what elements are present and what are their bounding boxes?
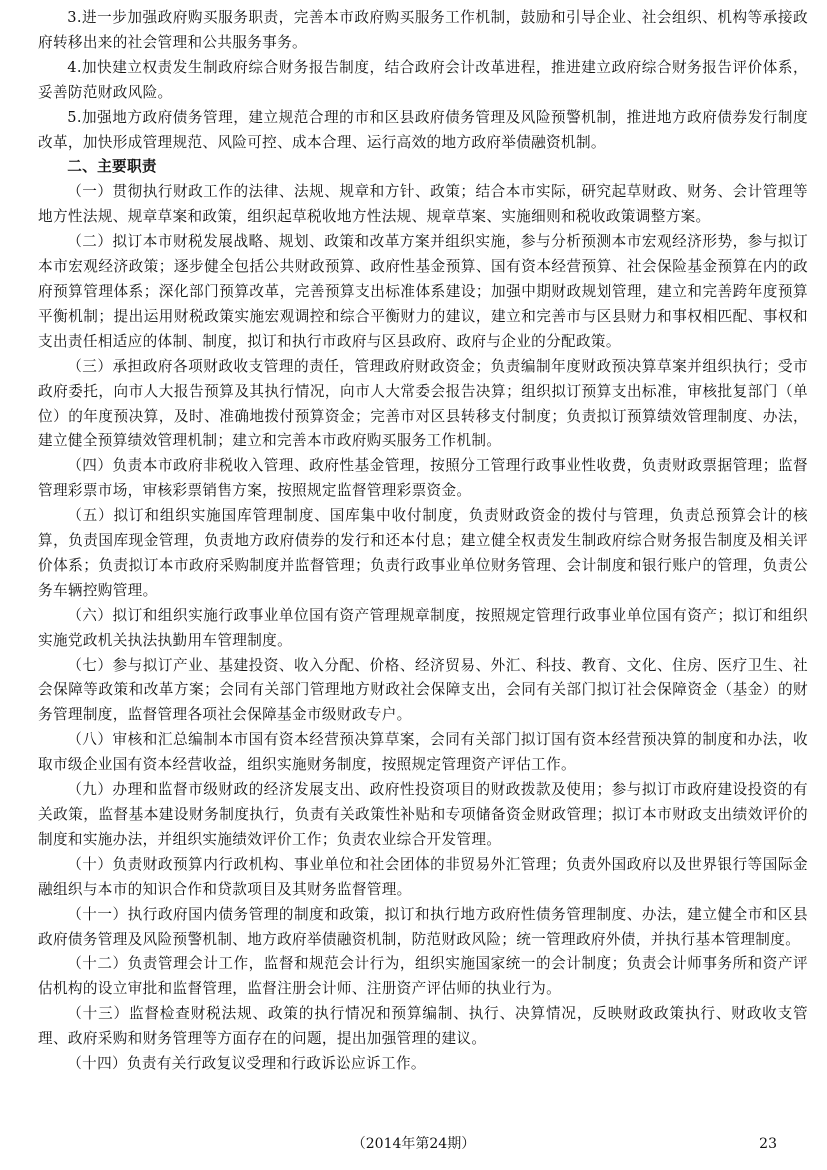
paragraph: （六）拟订和组织实施行政事业单位国有资产管理规章制度，按照规定管理行政事业单位国有资产；拟订和组织实施党政机关执法执勤用车管理制度。 [38,606,808,649]
paragraph: （十四）负责有关行政复议受理和行政诉讼应诉工作。 [67,1055,426,1073]
paragraph: 4.加快建立权责发生制政府综合财务报告制度，结合政府会计改革进程，推进建立政府综合财务报告评价体系，妥善防范财政风险。 [38,58,808,101]
paragraph: （十一）执行政府国内债务管理的制度和政策，拟订和执行地方政府性债务管理制度、办法，建立健全市和区县政府债务管理及风险预警机制、地方政府举债融资机制，防范财政风险；统一管理政府外债，并执行基本管理制度。 [38,905,808,948]
paragraph: （八）审核和汇总编制本市国有资本经营预决算草案，会同有关部门拟订国有资本经营预决算的制度和办法，收取市级企业国有资本经营收益，组织实施财务制度，按照规定管理资产评估工作。 [38,731,808,774]
paragraph: （一）贯彻执行财政工作的法律、法规、规章和方针、政策；结合本市实际，研究起草财政、财务、会计管理等地方性法规、规章草案和政策，组织起草税收地方性法规、规章草案、实施细则和税收政策调整方案。 [38,183,808,226]
paragraph: （十三）监督检查财税法规、政策的执行情况和预算编制、执行、决算情况，反映财政政策执行、财政收支管理、政府采购和财务管理等方面存在的问题，提出加强管理的建议。 [38,1005,808,1048]
paragraph: 5.加强地方政府债务管理，建立规范合理的市和区县政府债务管理及风险预警机制，推进地方政府债券发行制度改革，加快形成管理规范、风险可控、成本合理、运行高效的地方政府举债融资机制。 [38,108,808,151]
paragraph: （二）拟订本市财税发展战略、规划、政策和改革方案并组织实施，参与分析预测本市宏观经济形势，参与拟订本市宏观经济政策；逐步健全包括公共财政预算、政府性基金预算、国有资本经营预算、社会保险基金预算在内的政府预算管理体系；深化部门预算改革，完善预算支出标准体系建设；加强中期财政规划管理，建立和完善跨年度预算平衡机制；提出运用财税政策实施宏观调控和综合平衡财力的建议，建立和完善市与区县财力和事权相匹配、事权和支出责任相适应的体制、制度，拟订和执行市政府与区县政府、政府与企业的分配政策。 [38,233,808,350]
paragraph: （七）参与拟订产业、基建投资、收入分配、价格、经济贸易、外汇、科技、教育、文化、住房、医疗卫生、社会保障等政策和改革方案；会同有关部门管理地方财政社会保障支出，会同有关部门拟订社会保障资金（基金）的财务管理制度，监督管理各项社会保障基金市级财政专户。 [38,656,808,724]
paragraph: 3.进一步加强政府购买服务职责，完善本市政府购买服务工作机制，鼓励和引导企业、社会组织、机构等承接政府转移出来的社会管理和公共服务事务。 [38,9,808,51]
section-heading: 二、主要职责 [67,158,157,176]
paragraph: （五）拟订和组织实施国库管理制度、国库集中收付制度，负责财政资金的拨付与管理，负责总预算会计的核算，负责国库现金管理，负责地方政府债券的发行和还本付息；建立健全权责发生制政府综合财务报告制度及相关评价体系；负责拟订本市政府采购制度并监督管理；负责行政事业单位财务管理、会计制度和银行账户的管理，负责公务车辆控购管理。 [38,507,808,599]
paragraph: （九）办理和监督市级财政的经济发展支出、政府性投资项目的财政拨款及使用；参与拟订市政府建设投资的有关政策，监督基本建设财务制度执行，负责有关政策性补贴和专项储备资金财政管理；拟订本市财政支出绩效评价的制度和实施办法，并组织实施绩效评价工作；负责农业综合开发管理。 [38,781,808,848]
paragraph: （四）负责本市政府非税收入管理、政府性基金管理，按照分工管理行政事业性收费，负责财政票据管理；监督管理彩票市场，审核彩票销售方案，按照规定监督管理彩票资金。 [38,457,808,500]
paragraph: （十）负责财政预算内行政机构、事业单位和社会团体的非贸易外汇管理；负责外国政府以及世界银行等国际金融组织与本市的知识合作和贷款项目及其财务监督管理。 [38,855,808,898]
paragraph: （十二）负责管理会计工作，监督和规范会计行为，组织实施国家统一的会计制度；负责会计师事务所和资产评估机构的设立审批和监督管理，监督注册会计师、注册资产评估师的执业行为。 [38,955,808,998]
issue-label: （2014年第24期） [351,1136,476,1152]
paragraph: （三）承担政府各项财政收支管理的责任，管理政府财政资金；负责编制年度财政预决算草案并组织执行；受市政府委托，向市人大报告预算及其执行情况，向市人大常委会报告决算；组织拟订预算支出标准，审核批复部门（单位）的年度预决算，及时、准确地拨付预算资金；完善市对区县转移支付制度；负责拟订预算绩效管理制度、办法，建立健全预算绩效管理机制；建立和完善本市政府购买服务工作机制。 [38,357,808,450]
page-number: 23 [759,1136,777,1152]
page-footer [0,1133,827,1155]
document-body [38,6,808,1077]
